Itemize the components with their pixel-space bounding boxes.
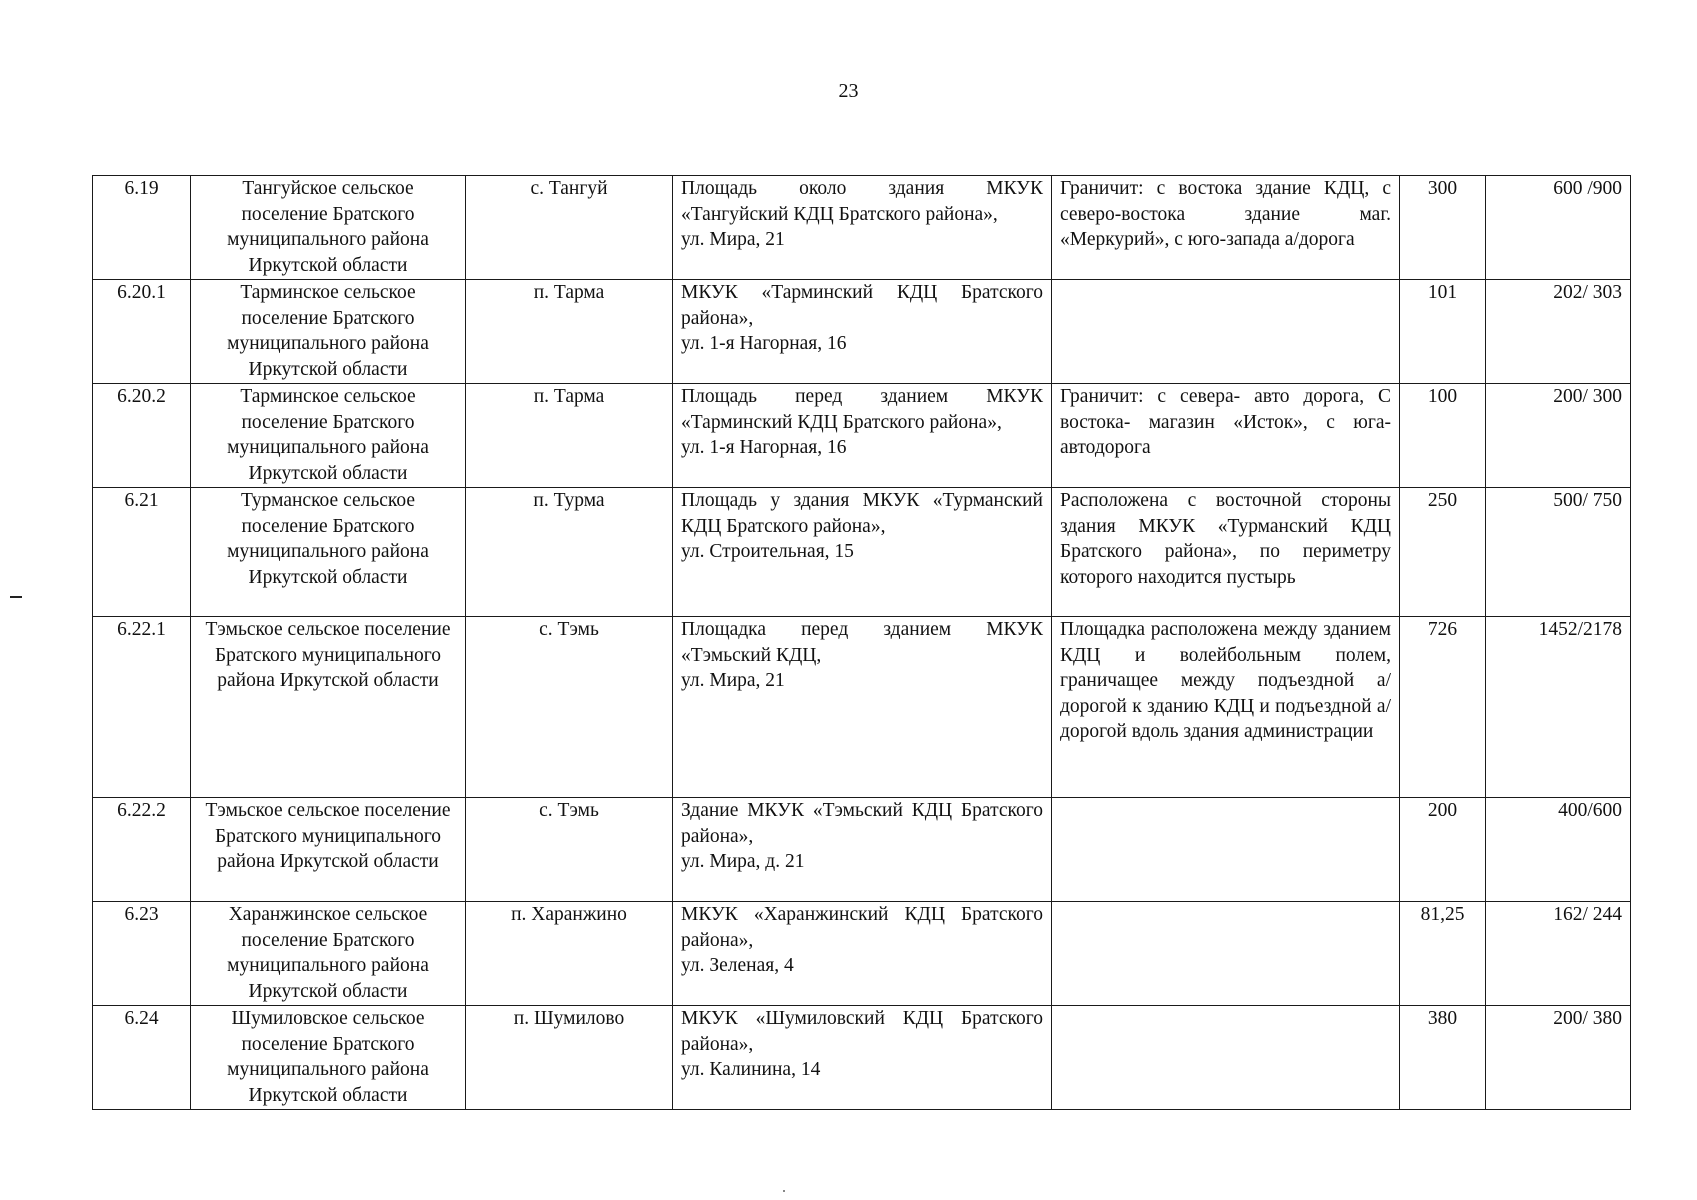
street-address: ул. Строительная, 15 bbox=[681, 541, 854, 562]
row-number: 6.21 bbox=[93, 488, 191, 617]
page-number: 23 bbox=[838, 80, 859, 102]
boundary-description bbox=[1052, 280, 1400, 384]
settlement-name: Тарминское сельское поселение Братского муниципального района Иркутской области bbox=[191, 384, 466, 488]
venue-description: МКУК «Харанжинский КДЦ Братского района», bbox=[681, 904, 1043, 951]
capacity-value: 200/ 380 bbox=[1486, 1006, 1631, 1110]
street-address: ул. Мира, д. 21 bbox=[681, 851, 805, 872]
table-row bbox=[93, 617, 1631, 798]
row-number: 6.23 bbox=[93, 902, 191, 1006]
venue-address bbox=[673, 176, 1052, 280]
capacity-value: 162/ 244 bbox=[1486, 902, 1631, 1006]
boundary-description: Площадка расположена между зданием КДЦ и волейбольным полем, граничащее между подъездной а/дорогой к зданию КДЦ и подъездной а/дорогой вдоль здания администрации bbox=[1052, 617, 1400, 798]
venue-description: Площадка перед зданием МКУК «Тэмьский КДЦ, bbox=[681, 619, 1043, 666]
venue-address bbox=[673, 384, 1052, 488]
row-number: 6.24 bbox=[93, 1006, 191, 1110]
row-number: 6.20.2 bbox=[93, 384, 191, 488]
area-value: 81,25 bbox=[1400, 902, 1486, 1006]
street-address: ул. 1-я Нагорная, 16 bbox=[681, 437, 847, 458]
row-number: 6.22.1 bbox=[93, 617, 191, 798]
capacity-value: 200/ 300 bbox=[1486, 384, 1631, 488]
capacity-value: 500/ 750 bbox=[1486, 488, 1631, 617]
locality: с. Тэмь bbox=[466, 617, 673, 798]
venue-address bbox=[673, 1006, 1052, 1110]
venue-description: МКУК «Тарминский КДЦ Братского района», bbox=[681, 282, 1043, 329]
scan-dot bbox=[783, 1190, 785, 1192]
area-value: 250 bbox=[1400, 488, 1486, 617]
settlement-name: Тарминское сельское поселение Братского муниципального района Иркутской области bbox=[191, 280, 466, 384]
venue-description: МКУК «Шумиловский КДЦ Братского района», bbox=[681, 1008, 1043, 1055]
locality: с. Тангуй bbox=[466, 176, 673, 280]
capacity-value: 400/600 bbox=[1486, 798, 1631, 902]
area-value: 200 bbox=[1400, 798, 1486, 902]
row-number: 6.19 bbox=[93, 176, 191, 280]
street-address: ул. Зеленая, 4 bbox=[681, 955, 794, 976]
street-address: ул. Мира, 21 bbox=[681, 229, 785, 250]
venue-address bbox=[673, 902, 1052, 1006]
table-row bbox=[93, 798, 1631, 902]
table-row bbox=[93, 280, 1631, 384]
venue-address bbox=[673, 280, 1052, 384]
venue-address bbox=[673, 798, 1052, 902]
area-value: 300 bbox=[1400, 176, 1486, 280]
street-address: ул. Мира, 21 bbox=[681, 670, 785, 691]
boundary-description: Граничит: с востока здание КДЦ, с северо-востока здание маг. «Меркурий», с юго-запада а/дорога bbox=[1052, 176, 1400, 280]
area-value: 100 bbox=[1400, 384, 1486, 488]
settlement-name: Шумиловское сельское поселение Братского муниципального района Иркутской области bbox=[191, 1006, 466, 1110]
area-value: 380 bbox=[1400, 1006, 1486, 1110]
boundary-description: Граничит: с севера- авто дорога, С востока- магазин «Исток», с юга- автодорога bbox=[1052, 384, 1400, 488]
table-row bbox=[93, 384, 1631, 488]
area-value: 101 bbox=[1400, 280, 1486, 384]
street-address: ул. Калинина, 14 bbox=[681, 1059, 821, 1080]
table-row bbox=[93, 902, 1631, 1006]
boundary-description bbox=[1052, 1006, 1400, 1110]
area-value: 726 bbox=[1400, 617, 1486, 798]
locality: п. Харанжино bbox=[466, 902, 673, 1006]
venue-description: Площадь около здания МКУК «Тангуйский КДЦ Братского района», bbox=[681, 178, 1043, 225]
table-row bbox=[93, 176, 1631, 280]
venue-address bbox=[673, 488, 1052, 617]
locality: п. Шумилово bbox=[466, 1006, 673, 1110]
boundary-description bbox=[1052, 902, 1400, 1006]
table-row bbox=[93, 488, 1631, 617]
locality: п. Тарма bbox=[466, 280, 673, 384]
boundary-description: Расположена с восточной стороны здания МКУК «Турманский КДЦ Братского района», по периметру которого находится пустырь bbox=[1052, 488, 1400, 617]
venue-description: Здание МКУК «Тэмьский КДЦ Братского района», bbox=[681, 800, 1043, 847]
capacity-value: 1452/2178 bbox=[1486, 617, 1631, 798]
locality: с. Тэмь bbox=[466, 798, 673, 902]
settlement-name: Харанжинское сельское поселение Братского муниципального района Иркутской области bbox=[191, 902, 466, 1006]
venue-description: Площадь у здания МКУК «Турманский КДЦ Братского района», bbox=[681, 490, 1043, 537]
settlement-name: Тэмьское сельское поселение Братского муниципального района Иркутской области bbox=[191, 798, 466, 902]
locality: п. Тарма bbox=[466, 384, 673, 488]
settlement-name: Тангуйское сельское поселение Братского муниципального района Иркутской области bbox=[191, 176, 466, 280]
venue-description: Площадь перед зданием МКУК «Тарминский КДЦ Братского района», bbox=[681, 386, 1043, 433]
registry-table bbox=[92, 175, 1631, 1110]
locality: п. Турма bbox=[466, 488, 673, 617]
venue-address bbox=[673, 617, 1052, 798]
row-number: 6.22.2 bbox=[93, 798, 191, 902]
table-row bbox=[93, 1006, 1631, 1110]
row-number: 6.20.1 bbox=[93, 280, 191, 384]
settlement-name: Тэмьское сельское поселение Братского муниципального района Иркутской области bbox=[191, 617, 466, 798]
capacity-value: 600 /900 bbox=[1486, 176, 1631, 280]
street-address: ул. 1-я Нагорная, 16 bbox=[681, 333, 847, 354]
settlement-name: Турманское сельское поселение Братского муниципального района Иркутской области bbox=[191, 488, 466, 617]
boundary-description bbox=[1052, 798, 1400, 902]
scan-mark bbox=[10, 596, 22, 598]
capacity-value: 202/ 303 bbox=[1486, 280, 1631, 384]
